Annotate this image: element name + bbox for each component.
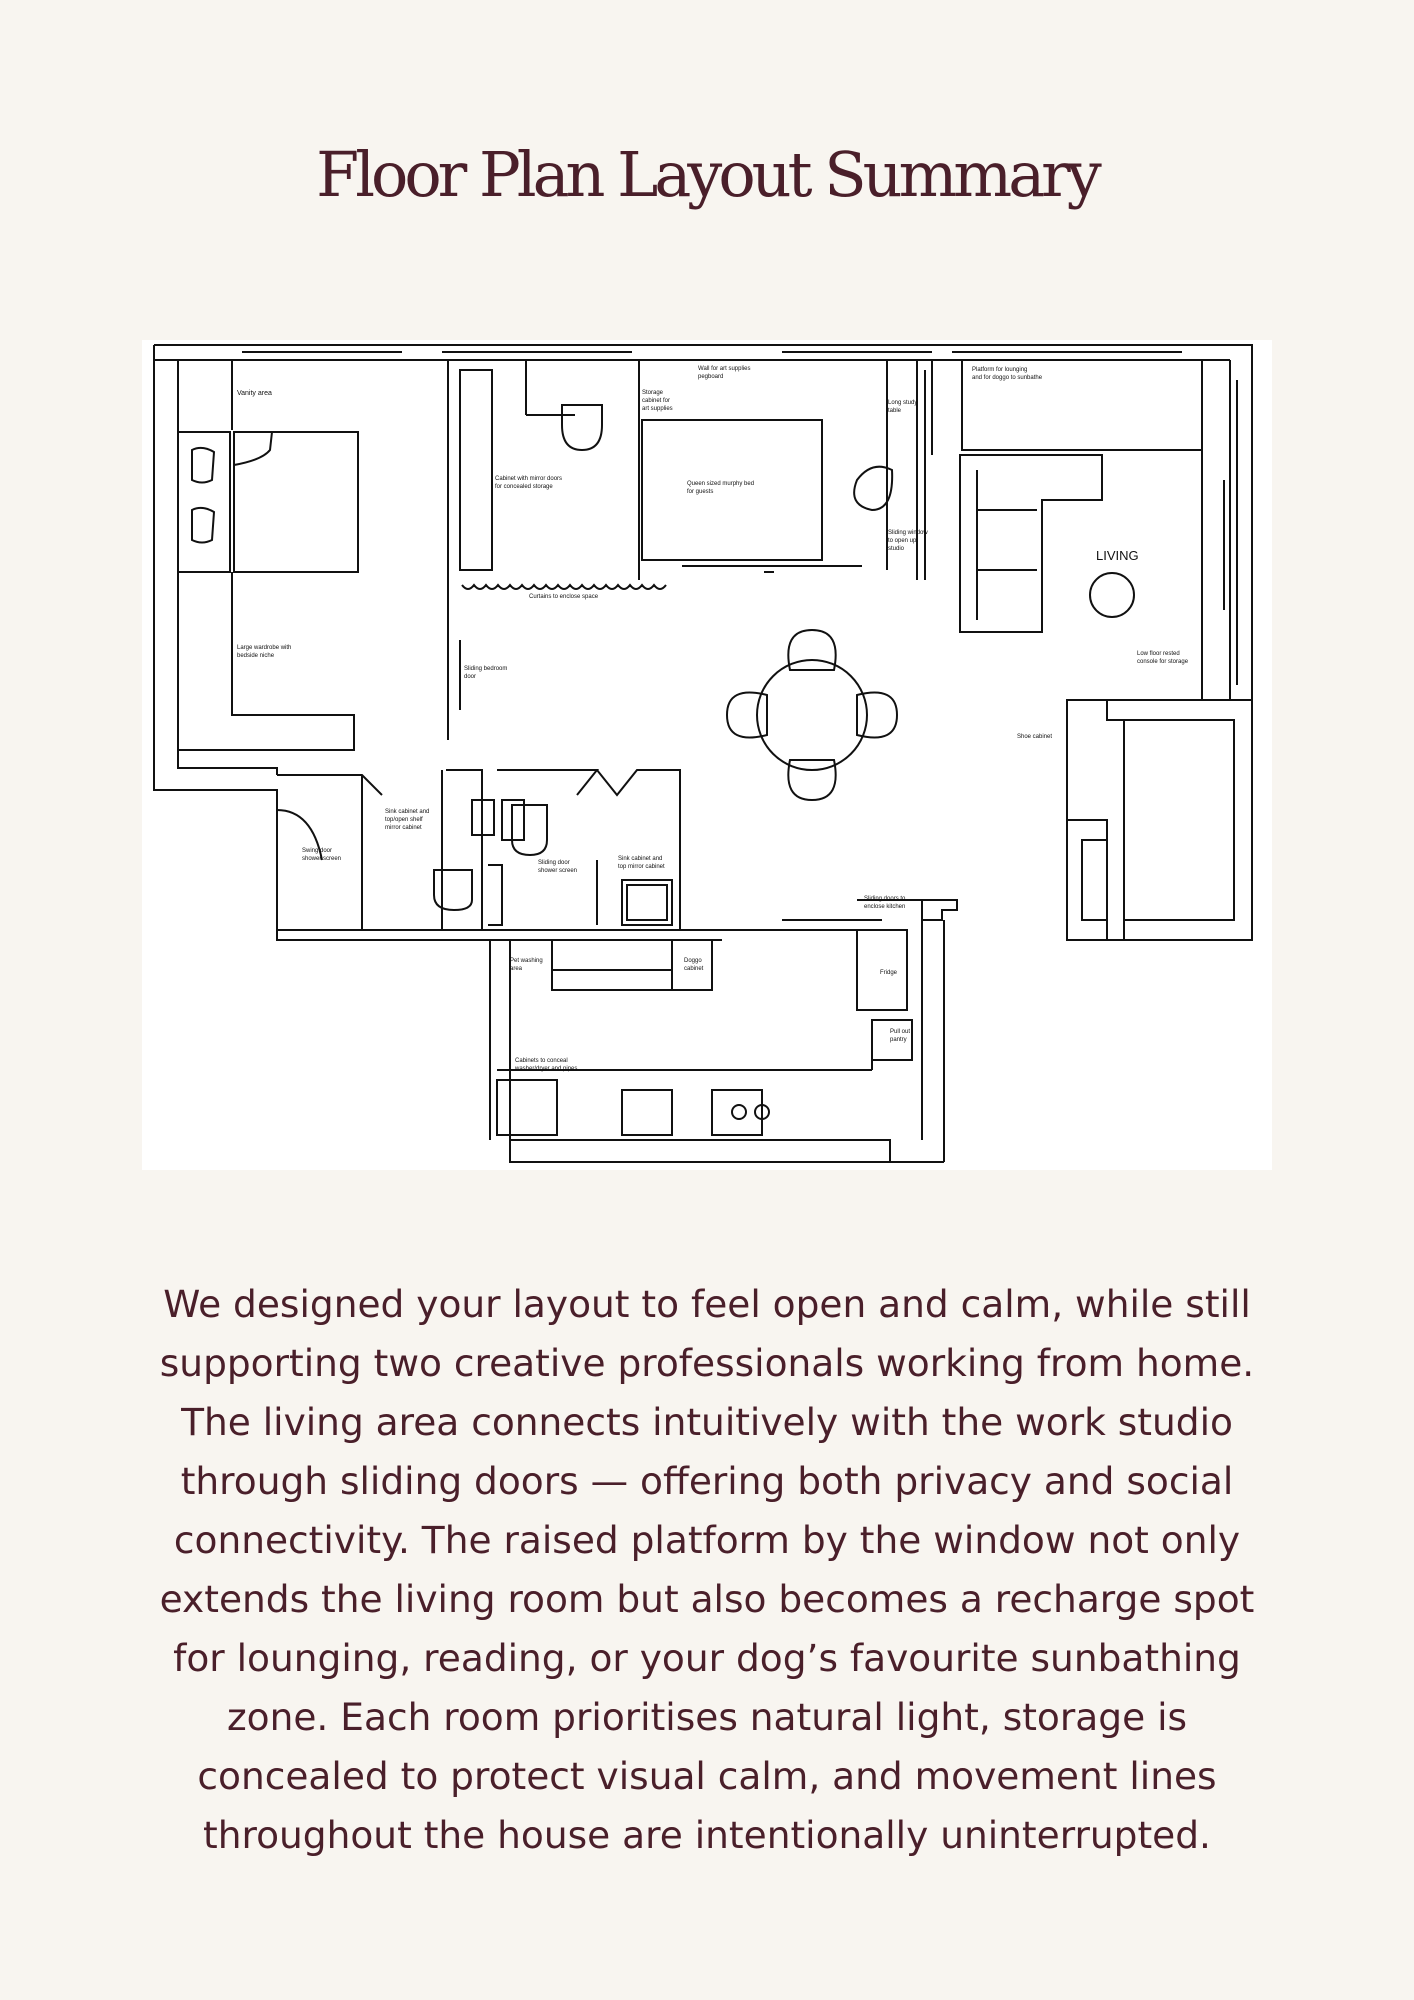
svg-text:Long studytable: Long study table [888, 400, 918, 414]
studio [462, 360, 932, 589]
bedroom [178, 360, 492, 750]
svg-text:Sliding bedroomdoor: Sliding bedroom door [464, 666, 508, 680]
svg-text:Pet washingarea: Pet washing area [510, 958, 543, 972]
svg-text:Low floor restedconsole for st: Low floor rested console for storage [1137, 651, 1189, 665]
svg-text:Doggocabinet: Doggo cabinet [684, 958, 704, 972]
svg-text:Wall for art suppliespegboard: Wall for art supplies pegboard [698, 366, 751, 380]
svg-text:Sliding windowto open upstudio: Sliding window to open up studio [888, 530, 928, 552]
svg-text:Platform for loungingand for d: Platform for lounging and for doggo to sunbathe [972, 367, 1043, 381]
svg-text:Storagecabinet forart supplies: Storage cabinet for art supplies [642, 390, 673, 412]
description-paragraph: We designed your layout to feel open and calm, while still supporting two creative professionals working from home. The living area connects intuitively with the work studio through sliding doors — offering both privacy and social connectivity. The raised platform by the window not only extends the living room but also becomes a recharge spot for lounging, reading, or your dog’s favourite sunbathing zone. Each room prioritises natural light, storage is concealed to protect visual calm, and movement lines throughout the house are intentionally uninterrupted. [159, 1282, 1255, 1857]
svg-text:Fridge: Fridge [880, 970, 898, 976]
page-title: Floor Plan Layout Summary [316, 138, 1098, 211]
svg-text:Large wardrobe withbedside nic: Large wardrobe with bedside niche [237, 645, 292, 659]
svg-text:Sink cabinet andtop/open shelf: Sink cabinet and top/open shelf mirror cabinet [385, 809, 430, 831]
floor-plan [142, 340, 1272, 1170]
windows [242, 352, 1237, 700]
svg-text:Swing doorshower screen: Swing door shower screen [302, 848, 342, 862]
bathrooms [277, 770, 902, 930]
svg-text:Sliding doors toenclose kitche: Sliding doors to enclose kitchen [864, 896, 906, 910]
exterior-walls [154, 345, 1252, 1162]
living-room [960, 360, 1252, 940]
svg-text:Cabinet with mirror doorsfor c: Cabinet with mirror doors for concealed storage [495, 476, 563, 490]
svg-text:Cabinets to concealwasher/drye: Cabinets to conceal washer/dryer and pipes [515, 1058, 578, 1072]
svg-text:Curtains to enclose space: Curtains to enclose space [529, 594, 599, 600]
dining-area [727, 630, 897, 800]
kitchen [490, 900, 957, 1140]
svg-text:Pull outpantry: Pull out pantry [890, 1029, 911, 1043]
svg-text:Shoe cabinet: Shoe cabinet [1017, 734, 1053, 740]
svg-text:Sink cabinet andtop mirror cab: Sink cabinet and top mirror cabinet [618, 856, 665, 870]
label-living: LIVING [1096, 548, 1139, 563]
svg-text:Sliding doorshower screen: Sliding door shower screen [538, 860, 578, 874]
svg-text:Queen sized murphy bedfor gues: Queen sized murphy bed for guests [687, 481, 755, 495]
label-vanity: Vanity area [237, 390, 272, 397]
